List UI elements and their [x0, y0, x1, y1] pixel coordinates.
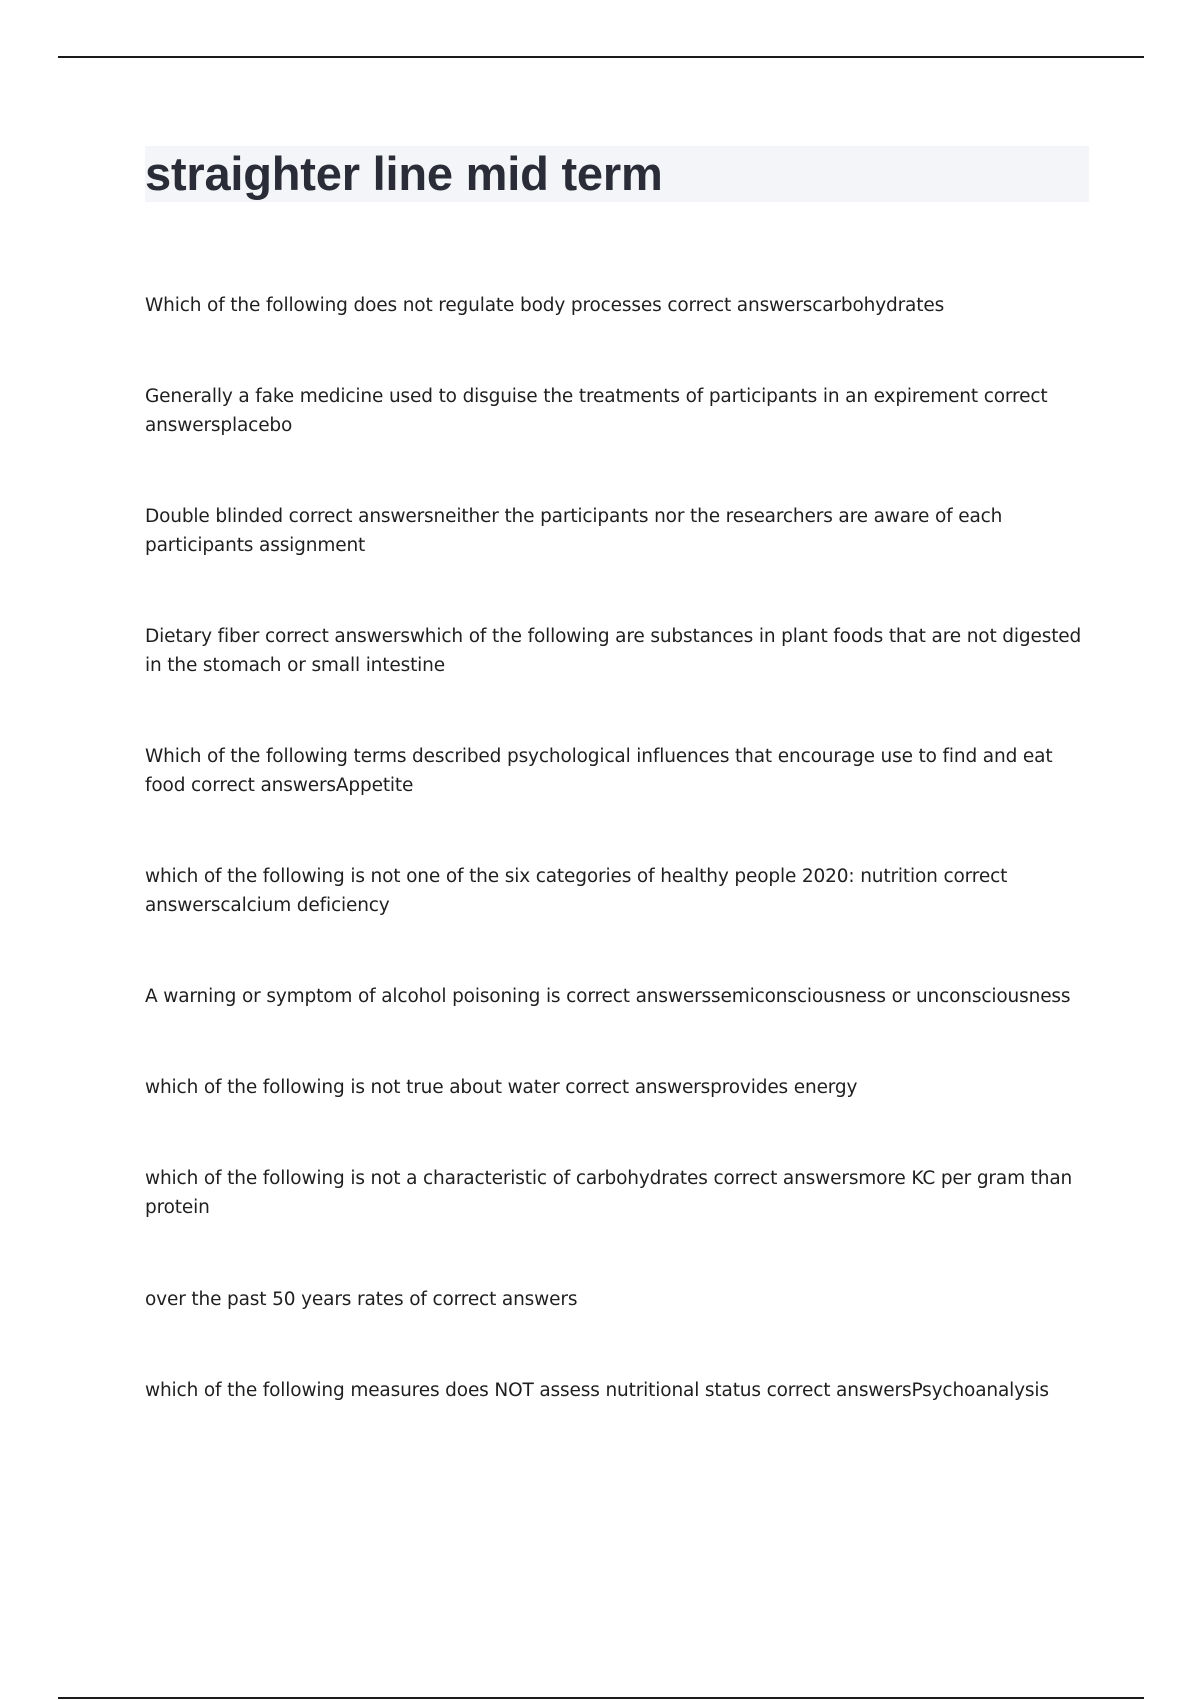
qa-item: which of the following measures does NOT assess nutritional status correct answersPsychoanalysis: [145, 1380, 1049, 1401]
qa-item: Generally a fake medicine used to disguise the treatments of participants in an expirement correct answersplacebo: [145, 386, 1048, 436]
qa-item: over the past 50 years rates of correct answers: [145, 1289, 578, 1310]
qa-item: which of the following is not a characteristic of carbohydrates correct answersmore KC per gram than protein: [145, 1168, 1073, 1218]
top-rule: [58, 56, 1144, 58]
qa-item: which of the following is not true about water correct answersprovides energy: [145, 1077, 858, 1098]
page-title: straighter line mid term: [145, 147, 663, 200]
bottom-rule: [58, 1697, 1144, 1699]
qa-item: Dietary fiber correct answerswhich of the following are substances in plant foods that are not digested in the stomach or small intestine: [145, 626, 1082, 676]
qa-item: A warning or symptom of alcohol poisoning is correct answerssemiconsciousness or unconsciousness: [145, 986, 1071, 1007]
qa-item: Which of the following does not regulate body processes correct answerscarbohydrates: [145, 295, 945, 316]
qa-item: Which of the following terms described psychological influences that encourage use to find and eat food correct answersAppetite: [145, 746, 1053, 796]
qa-item: which of the following is not one of the six categories of healthy people 2020: nutrition correct answerscalcium deficiency: [145, 866, 1008, 916]
qa-item: Double blinded correct answersneither the participants nor the researchers are aware of each participants assignment: [145, 506, 1003, 556]
